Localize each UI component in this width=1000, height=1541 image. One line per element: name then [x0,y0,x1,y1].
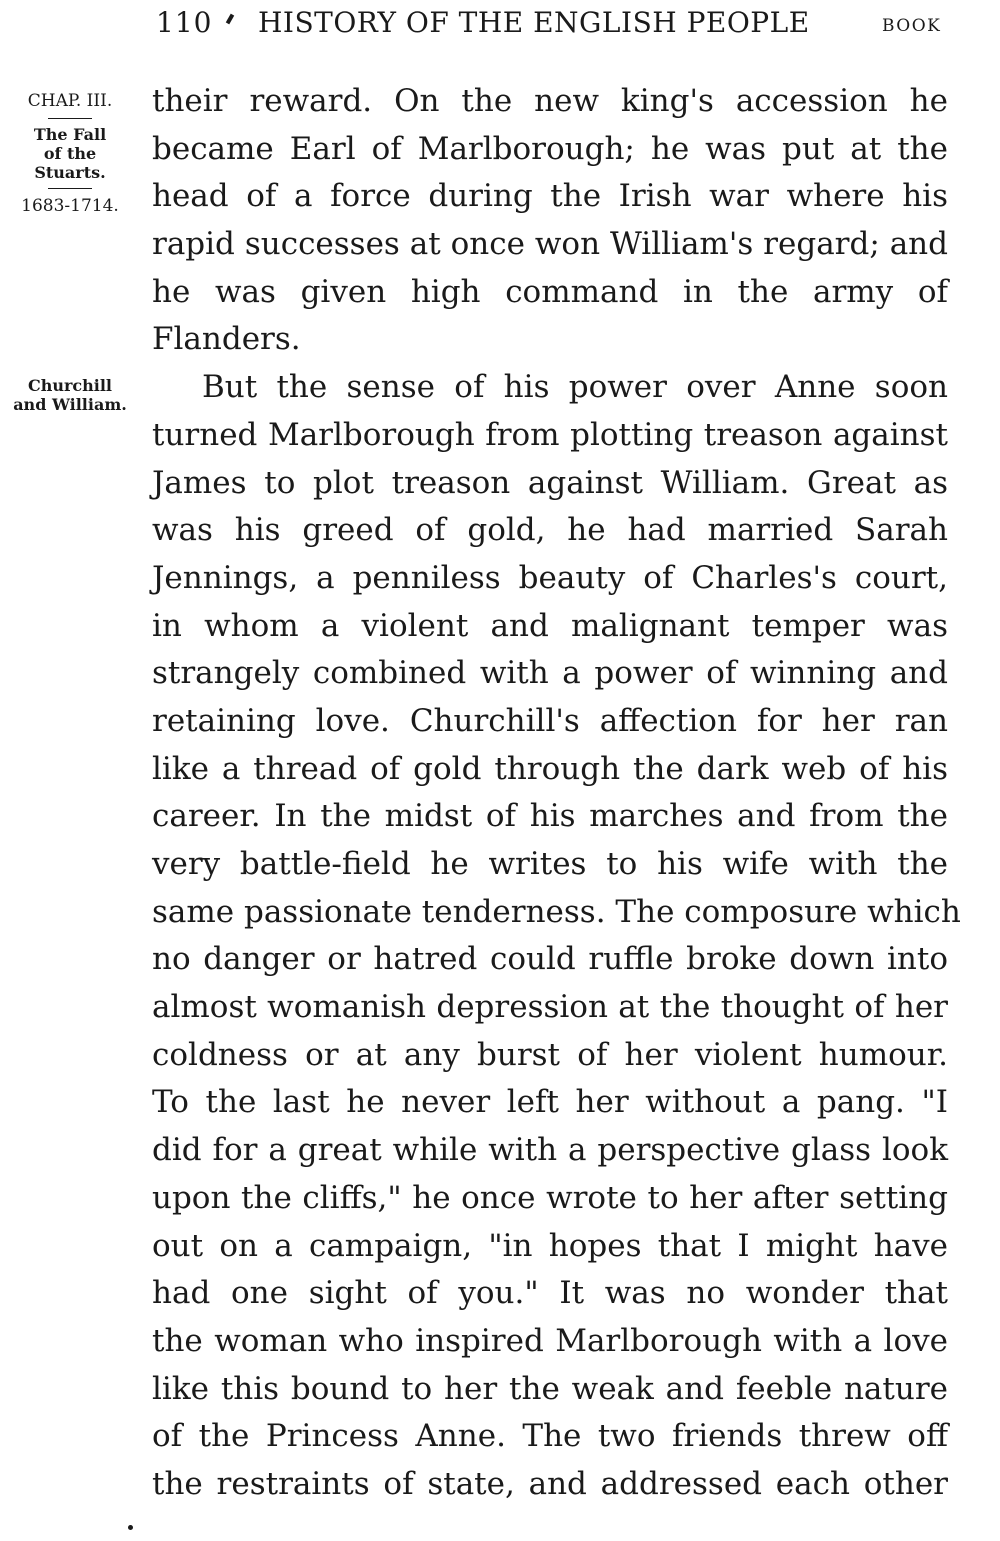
text-line: career. In the midst of his marches and from the [152,798,948,835]
text-line: Flanders. [152,321,301,358]
section-title-line-1: The Fall [33,125,107,144]
running-header [0,6,1000,46]
body-text [152,78,961,1509]
book-label: BOOK [882,16,942,36]
text-line: very battle-field he writes to his wife with the [152,846,948,882]
page-number: 110 [156,6,213,39]
text-line: upon the cliffs," he once wrote to her after setting [152,1179,948,1216]
text-line: turned Marlborough from plotting treason against [152,416,948,453]
text-line: To the last he never left her without a pang. "I [152,1084,948,1121]
text-line: of the Princess Anne. The two friends threw off [152,1418,948,1455]
margin-rule [48,188,92,189]
text-line: no danger or hatred could ruffle broke down into [152,941,948,978]
text-line: head of a force during the Irish war where his [152,178,948,215]
text-line: like this bound to her the weak and feeble nature [152,1370,948,1407]
text-line: became Earl of Marlborough; he was put at the [152,130,948,167]
text-line: coldness or at any burst of her violent humour. [152,1036,948,1073]
text-line: was his greed of gold, he had married Sarah [152,512,948,549]
text-line: the restraints of state, and addressed each other [152,1465,948,1502]
text-line: the woman who inspired Marlborough with a love [152,1322,948,1359]
text-line: in whom a violent and malignant temper was [152,607,948,644]
text-line: their reward. On the new king's accession he [152,83,948,119]
text-line: almost womanish depression at the thought of her [152,989,948,1026]
margin-notes [0,84,140,217]
margin-rule [48,118,92,119]
text-line: rapid successes at once won William's regard; and [152,226,948,263]
text-line: had one sight of you." It was no wonder that [152,1275,948,1312]
ink-dot [128,1525,133,1530]
chapter-label: CHAP. III. [27,91,113,111]
section-title-line-2: of the [43,144,97,163]
text-line: like a thread of gold through the dark web of his [152,750,948,787]
text-line: retaining love. Churchill's affection for her ran [152,702,948,739]
section-title-line-3: Stuarts. [34,163,106,182]
side-note-line-1: Churchill [27,376,113,395]
text-line: did for a great while with a perspective glass look [152,1132,948,1169]
text-line: Jennings, a penniless beauty of Charles's court, [152,559,948,596]
text-line: he was given high command in the army of [152,273,948,310]
running-title: HISTORY OF THE ENGLISH PEOPLE [258,6,810,39]
text-line: same passionate tenderness. The composure which [152,893,961,930]
side-note-churchill-william [0,376,140,414]
text-line: James to plot treason against William. Great as [152,464,948,501]
text-line: But the sense of his power over Anne soon [202,369,948,406]
side-note-line-2: and William. [13,395,127,414]
date-range: 1683-1714. [21,196,119,216]
ink-mark [226,14,234,25]
text-line: strangely combined with a power of winning and [152,655,948,692]
text-line: out on a campaign, "in hopes that I might have [152,1227,948,1264]
